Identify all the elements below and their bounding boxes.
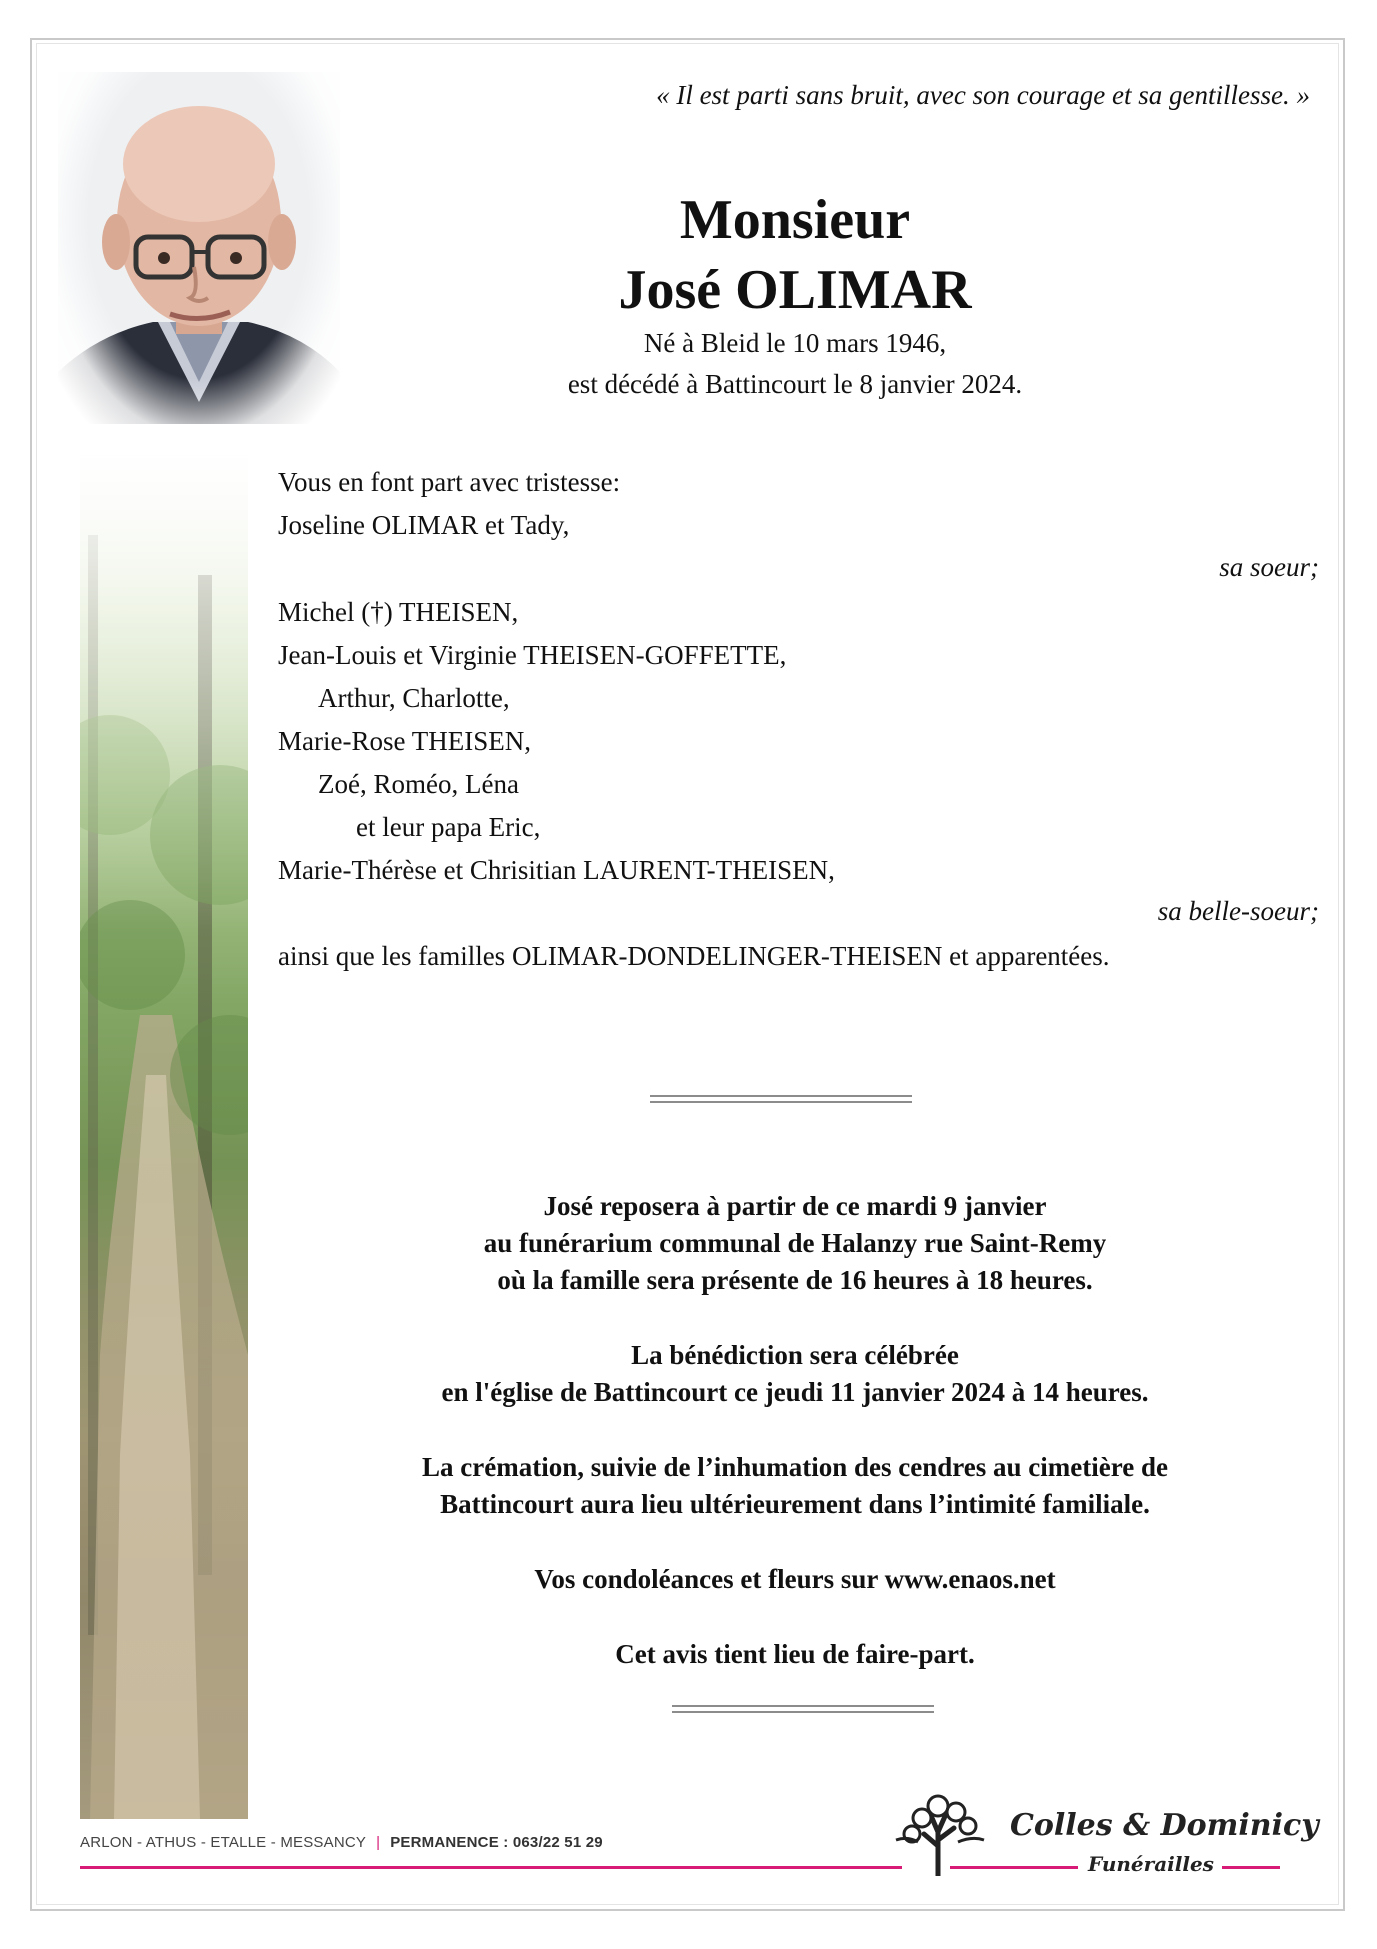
in-law-line: Zoé, Roméo, Léna [318, 769, 519, 799]
footer-contact [80, 1834, 603, 1851]
in-law-line: Marie-Thérèse et Chrisitian LAURENT-THEISEN, [278, 855, 835, 885]
visitation-line: au funérarium communal de Halanzy rue Saint-Remy [483, 1228, 1107, 1258]
death-line: est décédé à Battincourt le 8 janvier 2024. [567, 369, 1023, 399]
in-law-line: Jean-Louis et Virginie THEISEN-GOFFETTE, [278, 640, 787, 670]
in-law-relation: sa belle-soeur; [1157, 896, 1319, 926]
brand-subtitle: Funérailles [1088, 1852, 1214, 1876]
family-sister: Joseline OLIMAR et Tady, [278, 510, 570, 540]
cremation-block [300, 1449, 1290, 1523]
footer-rule [80, 1866, 902, 1869]
birth-line: Né à Bleid le 10 mars 1946, [643, 328, 947, 358]
tree-logo-icon [888, 1790, 990, 1876]
epitaph-quote: « Il est parti sans bruit, avec son courage et sa gentillesse. » [656, 80, 1310, 110]
condolences-line: Vos condoléances et fleurs sur www.enaos.net [534, 1564, 1056, 1594]
notice-line: Cet avis tient lieu de faire-part. [615, 1639, 975, 1669]
visitation-block [300, 1188, 1290, 1299]
brand-name: Colles & Dominicy [1010, 1808, 1319, 1843]
footer-permanence: PERMANENCE : 063/22 51 29 [390, 1834, 603, 1851]
forest-path-photo [80, 455, 248, 1819]
blessing-block [300, 1337, 1290, 1411]
cremation-line: La crémation, suivie de l’inhumation des cendres au cimetière de [422, 1452, 1168, 1482]
visitation-line: José reposera à partir de ce mardi 9 janvier [543, 1191, 1047, 1221]
in-law-line: Marie-Rose THEISEN, [278, 726, 531, 756]
blessing-line: La bénédiction sera célébrée [631, 1340, 959, 1370]
sister-relation: sa soeur; [1219, 552, 1319, 582]
footer-separator: | [376, 1834, 381, 1851]
cremation-line: Battincourt aura lieu ultérieurement dans l’intimité familiale. [440, 1489, 1150, 1519]
deceased-name: José OLIMAR [618, 259, 972, 321]
blessing-line: en l'église de Battincourt ce jeudi 11 janvier 2024 à 14 heures. [441, 1377, 1149, 1407]
brand-rule-right [1222, 1866, 1280, 1869]
in-law-line: et leur papa Eric, [356, 812, 541, 842]
family-closing: ainsi que les familles OLIMAR-DONDELINGER-THEISEN et apparentées. [278, 941, 1110, 971]
footer-locations: ARLON - ATHUS - ETALLE - MESSANCY [80, 1834, 367, 1851]
family-intro: Vous en font part avec tristesse: [278, 467, 621, 497]
double-divider [650, 1095, 912, 1103]
in-law-line: Michel (†) THEISEN, [278, 597, 519, 627]
honorific: Monsieur [679, 189, 911, 251]
visitation-line: où la famille sera présente de 16 heures à 18 heures. [497, 1265, 1093, 1295]
double-divider [672, 1705, 934, 1713]
brand-rule-left [950, 1866, 1078, 1869]
portrait-photo [58, 72, 340, 424]
in-law-line: Arthur, Charlotte, [318, 683, 510, 713]
